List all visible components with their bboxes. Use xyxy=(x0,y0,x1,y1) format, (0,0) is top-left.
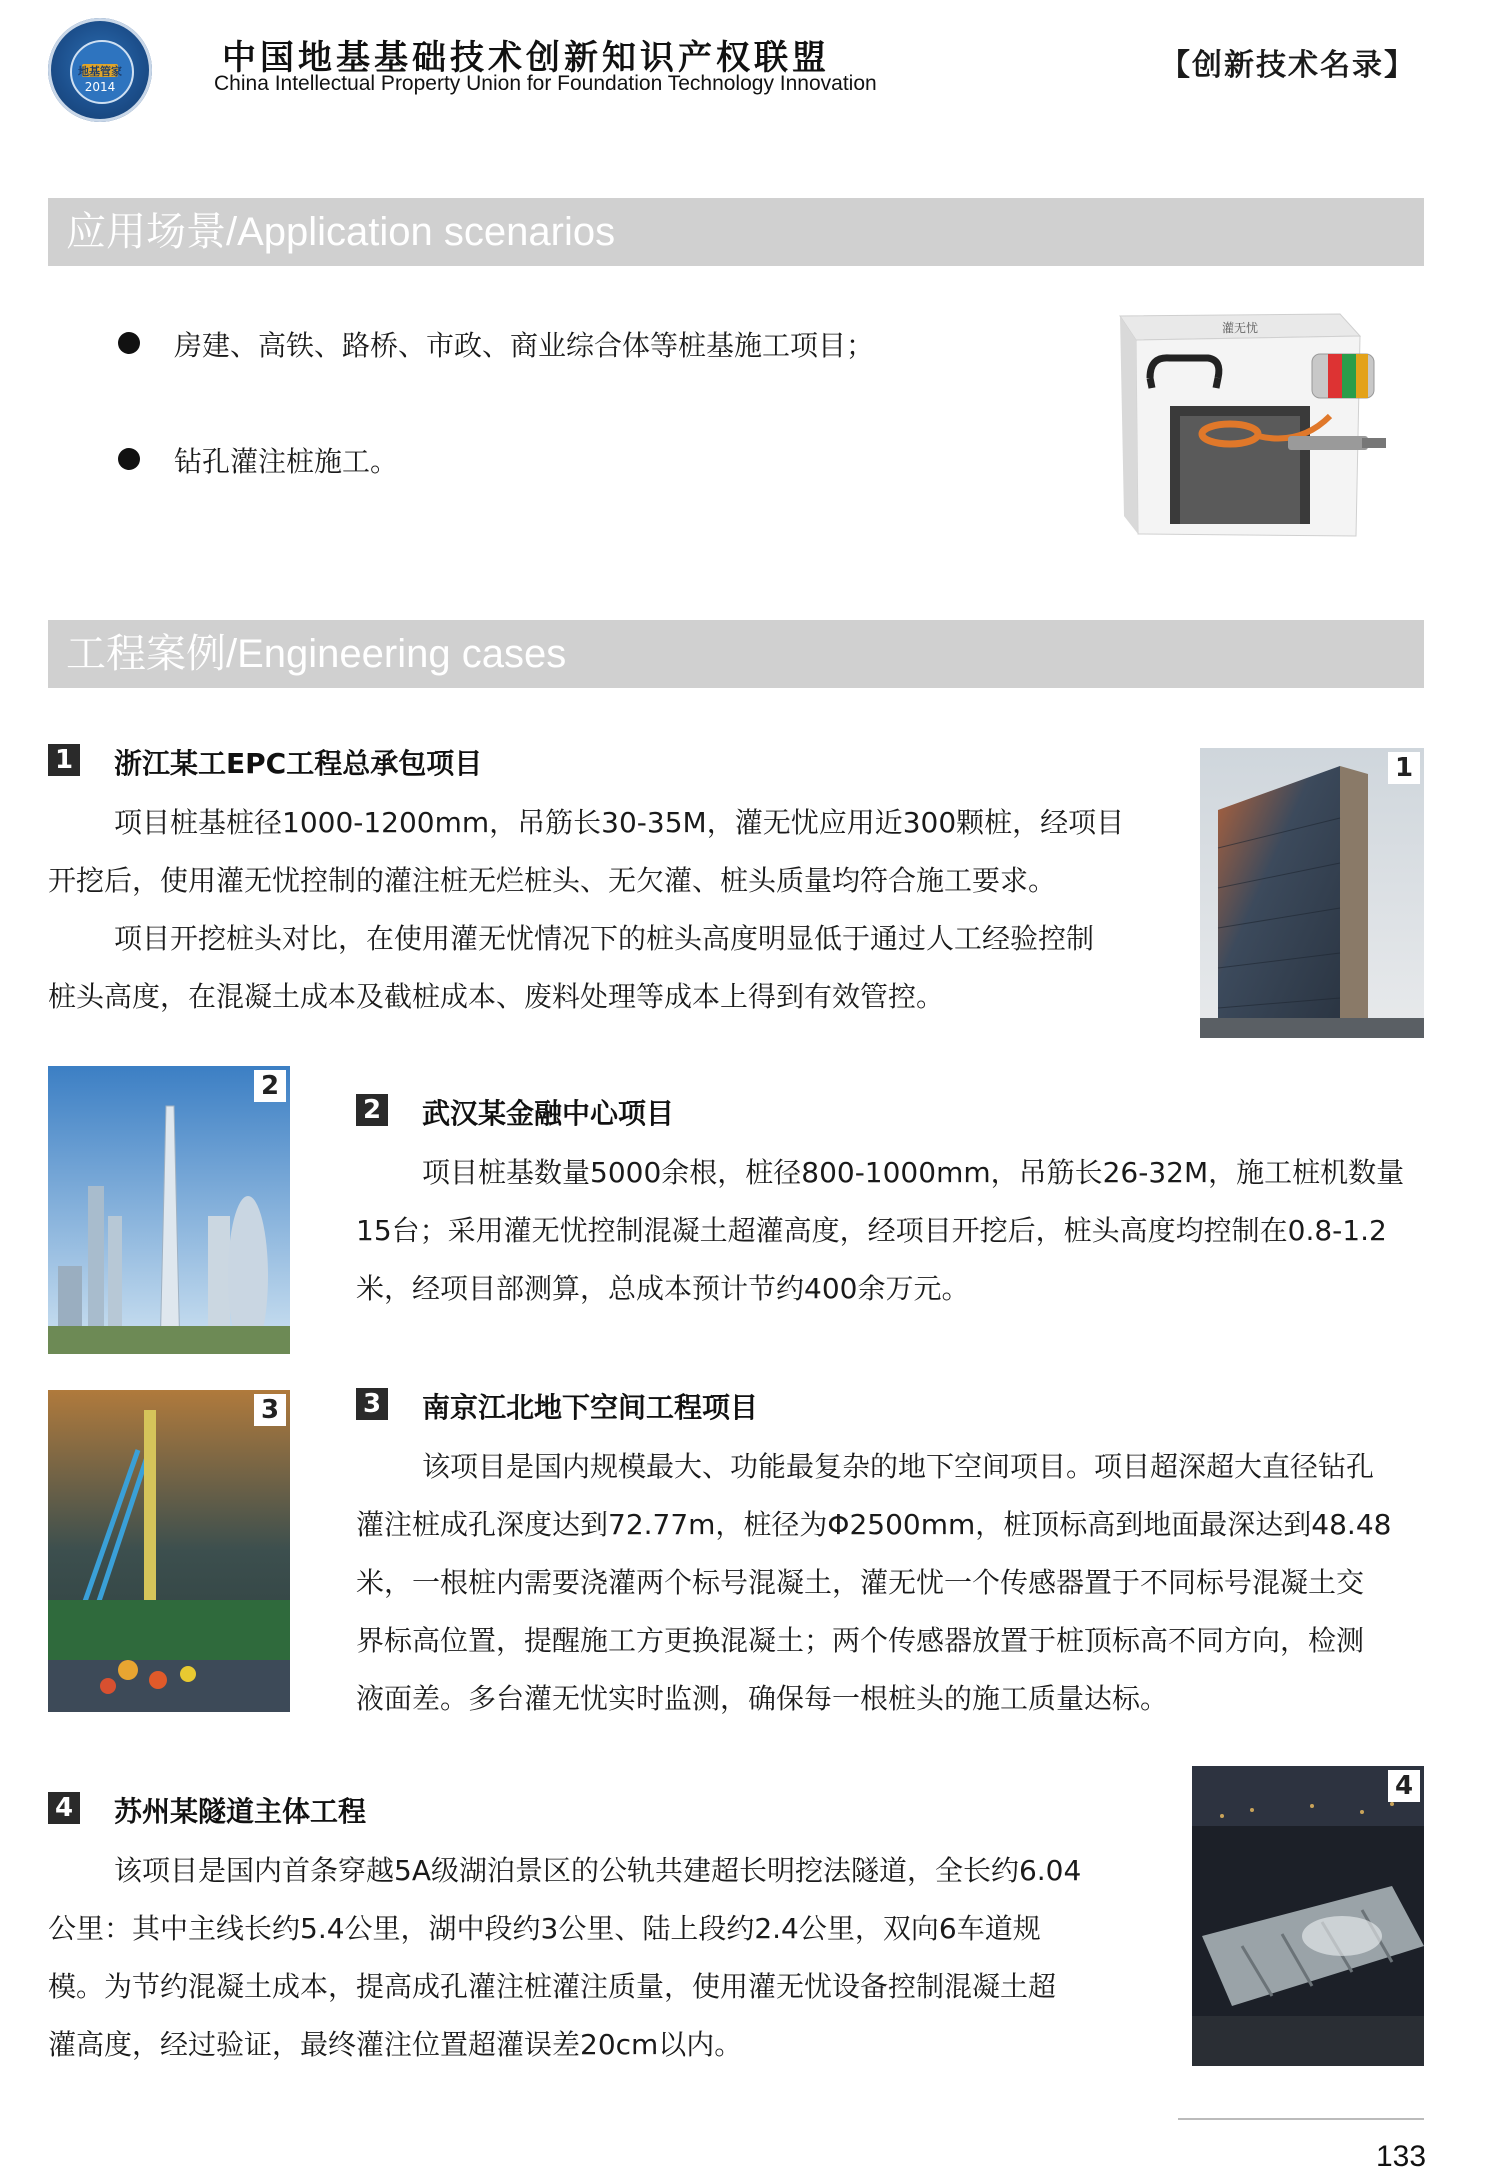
case-number-badge: 4 xyxy=(48,1792,80,1824)
case-2-line: 项目桩基数量5000余根，桩径800-1000mm，吊筋长26-32M，施工桩机数量 xyxy=(422,1156,1405,1189)
case-1-line: 桩头高度，在混凝土成本及截桩成本、废料处理等成本上得到有效管控。 xyxy=(48,980,945,1013)
bullet-dot xyxy=(118,448,140,470)
case-1-line: 开挖后，使用灌无忧控制的灌注桩无烂桩头、无欠灌、桩头质量均符合施工要求。 xyxy=(48,864,1057,897)
application-item-1: 房建、高铁、路桥、市政、商业综合体等桩基施工项目； xyxy=(174,329,875,362)
application-item-2: 钻孔灌注桩施工。 xyxy=(174,445,399,478)
bullet-dot xyxy=(118,332,140,354)
device-label: 灌无忧 xyxy=(1221,321,1259,335)
case-1-photo xyxy=(1200,748,1424,1038)
photo-number-badge: 3 xyxy=(254,1394,286,1426)
case-3-line: 界标高位置，提醒施工方更换混凝土；两个传感器放置于桩顶标高不同方向，检测 xyxy=(356,1624,1365,1657)
section-bar-cases: 工程案例/Engineering cases xyxy=(48,620,1424,688)
header-tag: 【创新技术名录】 xyxy=(1160,48,1416,83)
case-2-photo xyxy=(48,1066,290,1354)
case-4-line: 灌高度，经过验证，最终灌注位置超灌误差20cm以内。 xyxy=(48,2028,743,2061)
case-4-line: 模。为节约混凝土成本，提高成孔灌注桩灌注质量，使用灌无忧设备控制混凝土超 xyxy=(48,1970,1057,2003)
photo-number-badge: 2 xyxy=(254,1070,286,1102)
case-number-badge: 2 xyxy=(356,1094,388,1126)
case-3-line: 米，一根桩内需要浇灌两个标号混凝土，灌无忧一个传感器置于不同标号混凝土交 xyxy=(356,1566,1365,1599)
page-number: 133 xyxy=(1376,2140,1427,2173)
case-2-line: 15台；采用灌无忧控制混凝土超灌高度，经项目开挖后，桩头高度均控制在0.8-1.2 xyxy=(356,1214,1387,1247)
case-2-title: 武汉某金融中心项目 xyxy=(422,1097,675,1130)
footer-rule xyxy=(1178,2118,1424,2120)
case-3-line: 该项目是国内规模最大、功能最复杂的地下空间项目。项目超深超大直径钻孔 xyxy=(422,1450,1375,1483)
case-3-line: 灌注桩成孔深度达到72.77m，桩径为Φ2500mm，桩顶标高到地面最深达到48.48 xyxy=(356,1508,1392,1541)
photo-number-badge: 4 xyxy=(1388,1770,1420,1802)
case-4-line: 公里：其中主线长约5.4公里，湖中段约3公里、陆上段约2.4公里，双向6车道规 xyxy=(48,1912,1041,1945)
photo-number-badge: 1 xyxy=(1388,752,1420,784)
case-3-title: 南京江北地下空间工程项目 xyxy=(422,1391,759,1424)
case-number-badge: 1 xyxy=(48,744,80,776)
case-1-line: 项目桩基桩径1000-1200mm，吊筋长30-35M，灌无忧应用近300颗桩，经项目 xyxy=(114,806,1125,839)
device-image xyxy=(1090,296,1390,548)
case-1-title: 浙江某工EPC工程总承包项目 xyxy=(114,747,483,780)
logo-year: 2014 xyxy=(84,80,116,94)
case-4-title: 苏州某隧道主体工程 xyxy=(114,1795,367,1828)
logo-top-text: 地基管家 xyxy=(78,65,122,78)
case-3-line: 液面差。多台灌无忧实时监测，确保每一根桩头的施工质量达标。 xyxy=(356,1682,1169,1715)
case-4-line: 该项目是国内首条穿越5A级湖泊景区的公轨共建超长明挖法隧道，全长约6.04 xyxy=(114,1854,1082,1887)
header-title-en: China Intellectual Property Union for Foundation Technology Innovation xyxy=(214,72,877,95)
case-4-photo xyxy=(1192,1766,1424,2066)
section-bar-application: 应用场景/Application scenarios xyxy=(48,198,1424,266)
case-3-photo xyxy=(48,1390,290,1712)
case-number-badge: 3 xyxy=(356,1388,388,1420)
alliance-logo xyxy=(48,18,152,122)
case-2-line: 米，经项目部测算，总成本预计节约400余万元。 xyxy=(356,1272,970,1305)
header-title-cn: 中国地基基础技术创新知识产权联盟 xyxy=(222,38,830,78)
case-1-line: 项目开挖桩头对比，在使用灌无忧情况下的桩头高度明显低于通过人工经验控制 xyxy=(114,922,1095,955)
